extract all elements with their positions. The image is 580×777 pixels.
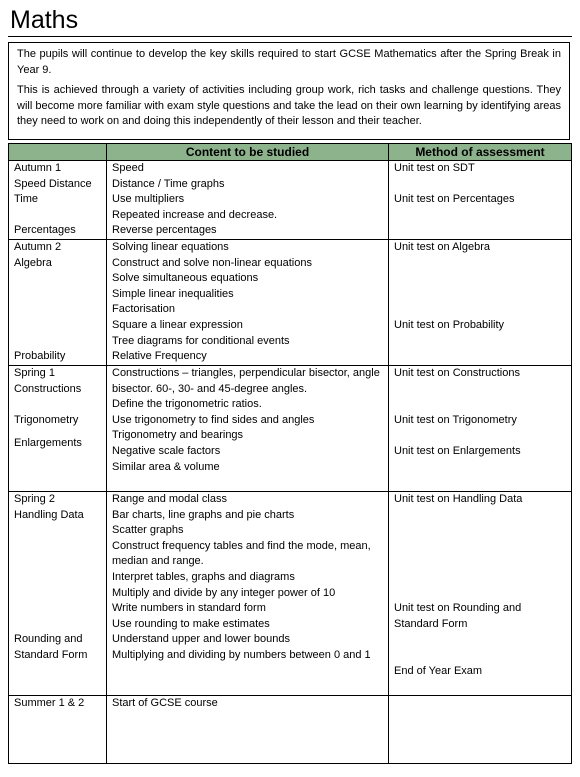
content-cell xyxy=(107,491,389,695)
assessment-item: Unit test on Enlargements xyxy=(394,444,521,457)
content-cell xyxy=(107,239,389,365)
content-item: Multiplying and dividing by numbers between 0 and 1 xyxy=(112,648,371,661)
assessment-item: End of Year Exam xyxy=(394,664,483,677)
content-item: Interpret tables, graphs and diagrams xyxy=(112,570,295,583)
content-item: Constructions – triangles, perpendicular bisector, angle bisector. 60-, 30- and 45-degree angles. xyxy=(112,366,380,395)
content-item: Bar charts, line graphs and pie charts xyxy=(112,508,295,521)
content-item: Start of GCSE course xyxy=(112,696,218,709)
assessment-item: Unit test on Constructions xyxy=(394,366,520,379)
topic-label: Time xyxy=(14,193,39,206)
assessment-cell xyxy=(389,161,572,240)
intro-paragraph-1: The pupils will continue to develop the key skills required to start GCSE Mathematics after the Spring Break in Year 9. xyxy=(17,48,561,76)
topic-label: Probability xyxy=(14,350,66,363)
topic-label: Algebra xyxy=(14,256,52,269)
topic-label: Trigonometry xyxy=(14,413,79,426)
content-item: Speed xyxy=(112,162,144,174)
term-cell xyxy=(9,161,107,240)
assessment-item: Unit test on Algebra xyxy=(394,240,491,253)
assessment-cell xyxy=(389,239,572,365)
content-item: Trigonometry and bearings xyxy=(112,429,244,442)
content-item: Solving linear equations xyxy=(112,240,229,253)
term-cell xyxy=(9,491,107,695)
content-item: Simple linear inequalities xyxy=(112,287,234,300)
table-row xyxy=(9,365,572,491)
term-label: Spring 2 xyxy=(14,492,55,505)
term-label: Summer 1 & 2 xyxy=(14,696,85,709)
page-title: Maths xyxy=(10,6,79,34)
table-row xyxy=(9,161,572,240)
content-item: Construct frequency tables and find the mode, mean, median and range. xyxy=(112,539,371,568)
topic-label: Rounding and Standard Form xyxy=(14,633,88,661)
content-item: Reverse percentages xyxy=(112,224,217,237)
intro-box xyxy=(8,42,570,140)
assessment-cell xyxy=(389,695,572,763)
assessment-item: Unit test on SDT xyxy=(394,162,475,174)
content-item: Define the trigonometric ratios. xyxy=(112,398,262,411)
table-row xyxy=(9,695,572,763)
topic-label: Speed Distance xyxy=(14,177,92,190)
assessment-item: Unit test on Handling Data xyxy=(394,492,523,505)
content-item: Tree diagrams for conditional events xyxy=(112,334,290,347)
content-item: Use rounding to make estimates xyxy=(112,617,270,630)
content-cell xyxy=(107,365,389,491)
content-cell xyxy=(107,695,389,763)
term-cell xyxy=(9,239,107,365)
content-item: Square a linear expression xyxy=(112,318,243,331)
content-item: Negative scale factors xyxy=(112,444,221,457)
header-term xyxy=(9,144,107,161)
assessment-cell xyxy=(389,365,572,491)
title-underline xyxy=(8,36,572,37)
term-label: Spring 1 xyxy=(14,366,55,379)
curriculum-table xyxy=(8,143,572,764)
term-label: Autumn 2 xyxy=(14,240,62,253)
content-item: Similar area & volume xyxy=(112,460,220,473)
content-cell xyxy=(107,161,389,240)
term-cell xyxy=(9,695,107,763)
content-item: Relative Frequency xyxy=(112,350,207,363)
content-item: Scatter graphs xyxy=(112,524,184,537)
header-content: Content to be studied xyxy=(107,144,389,161)
table-header-row xyxy=(9,144,572,161)
table-row xyxy=(9,491,572,695)
table-row xyxy=(9,239,572,365)
content-item: Repeated increase and decrease. xyxy=(112,208,278,221)
header-assessment: Method of assessment xyxy=(389,144,572,161)
content-item: Write numbers in standard form xyxy=(112,602,266,615)
assessment-item: Unit test on Rounding and Standard Form xyxy=(394,602,522,630)
term-cell xyxy=(9,365,107,491)
content-item: Multiply and divide by any integer power of 10 xyxy=(112,586,336,599)
topic-label: Handling Data xyxy=(14,508,84,521)
assessment-item: Unit test on Trigonometry xyxy=(394,413,517,426)
content-item: Understand upper and lower bounds xyxy=(112,633,290,646)
intro-paragraph-2: This is achieved through a variety of activities including group work, rich tasks and challenge questions. They will become more familiar with exam style questions and take the lead on their own learning by identifying areas they need to work on and doing this independently of their lesson and their teacher. xyxy=(17,84,561,127)
content-item: Distance / Time graphs xyxy=(112,177,225,190)
content-item: Range and modal class xyxy=(112,492,227,505)
term-label: Autumn 1 xyxy=(14,162,62,174)
assessment-cell xyxy=(389,491,572,695)
content-item: Construct and solve non-linear equations xyxy=(112,256,312,269)
content-item: Use multipliers xyxy=(112,193,185,206)
content-item: Use trigonometry to find sides and angles xyxy=(112,413,315,426)
assessment-item: Unit test on Percentages xyxy=(394,193,515,206)
topic-label: Enlargements xyxy=(14,437,82,450)
topic-label: Percentages xyxy=(14,224,76,237)
content-item: Solve simultaneous equations xyxy=(112,272,259,285)
topic-label: Constructions xyxy=(14,382,82,395)
assessment-item: Unit test on Probability xyxy=(394,318,505,331)
content-item: Factorisation xyxy=(112,303,175,316)
